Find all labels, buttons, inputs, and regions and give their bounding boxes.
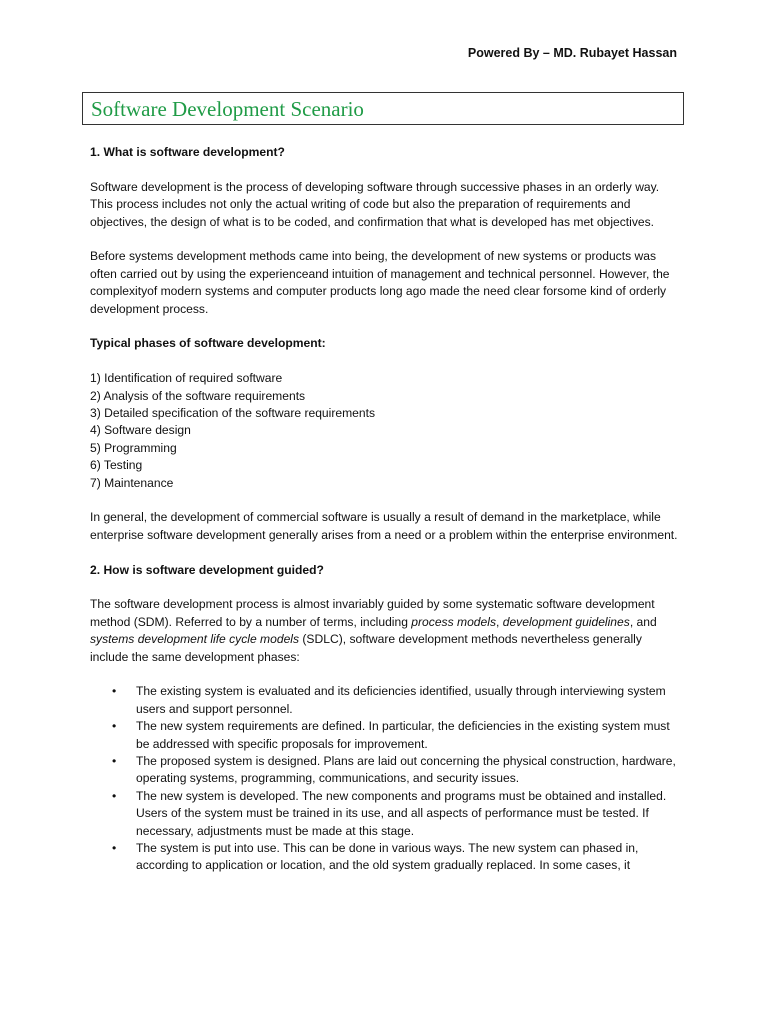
phases-list xyxy=(90,370,680,492)
phase-item: 6) Testing xyxy=(90,458,143,473)
bullet-icon: • xyxy=(112,684,117,699)
phase-item: 4) Software design xyxy=(90,423,191,438)
sdm-text-b: (SDLC), software development methods nevertheless generally include the same development phases: xyxy=(90,632,642,664)
bullet-icon: • xyxy=(112,753,117,768)
phase-item: 2) Analysis of the software requirements xyxy=(90,388,306,403)
paragraph-history: Before systems development methods came into being, the development of new systems or products was often carried out by using the experienceand intuition of management and technical personnel. However, the complexityof modern systems and computer products long ago made the need clear forsome kind of orderly development process. xyxy=(90,249,670,316)
paragraph-definition: Software development is the process of developing software through successive phases in an orderly way. This process includes not only the actual writing of code but also the preparation of requirements and objectives, the design of what is to be coded, and confirmation that what is developed has met objectives. xyxy=(90,179,660,229)
document-body xyxy=(90,144,680,875)
bullet-text: The proposed system is designed. Plans are laid out concerning the physical construction, hardware, operating systems, programming, communications, and security issues. xyxy=(136,753,676,786)
bullet-text: The new system requirements are defined. In particular, the deficiencies in the existing system must be addressed with specific proposals for improvement. xyxy=(136,719,670,751)
sdm-sep-2: , and xyxy=(629,614,657,629)
term-development-guidelines: development guidelines xyxy=(502,614,630,629)
phase-item: 1) Identification of required software xyxy=(90,371,283,386)
bullet-icon: • xyxy=(112,788,117,803)
bullet-text: The existing system is evaluated and its deficiencies identified, usually through interviewing system users and support personnel. xyxy=(136,684,666,716)
section-heading-q1: 1. What is software development? xyxy=(90,145,285,159)
phases-bullet-list xyxy=(90,683,680,874)
paragraph-sdm xyxy=(90,596,680,666)
powered-by-credit: Powered By – MD. Rubayet Hassan xyxy=(467,46,677,60)
bullet-item xyxy=(90,788,680,840)
phase-item: 7) Maintenance xyxy=(90,475,174,490)
paragraph-commercial: In general, the development of commercial software is usually a result of demand in the marketplace, while enterprise software development generally arises from a need or a problem within the enterprise environment. xyxy=(90,510,678,542)
sdm-text-a: The software development process is almost invariably guided by some systematic software development method (SDM). Referred to by a number of terms, including xyxy=(90,597,655,629)
phase-item: 5) Programming xyxy=(90,440,177,455)
bullet-item xyxy=(90,753,680,788)
title-box xyxy=(82,92,684,125)
bullet-text: The system is put into use. This can be done in various ways. The new system can phased in, according to application or location, and the old system gradually replaced. In some cases, it xyxy=(136,841,639,873)
bullet-item xyxy=(90,840,680,875)
section-heading-q2: 2. How is software development guided? xyxy=(90,562,324,577)
term-process-models: process models xyxy=(411,614,496,629)
bullet-text: The new system is developed. The new components and programs must be obtained and installed. Users of the system must be trained in its use, and all aspects of performance must be tested. If necessary, adjustments must be made at this stage. xyxy=(136,788,667,838)
phase-item: 3) Detailed specification of the software requirements xyxy=(90,406,376,420)
bullet-item xyxy=(90,683,680,718)
page-title: Software Development Scenario xyxy=(91,97,364,121)
phases-heading: Typical phases of software development: xyxy=(90,336,326,351)
sdm-sep-1: , xyxy=(496,614,503,629)
bullet-icon: • xyxy=(112,719,117,734)
term-sdlc-models: systems development life cycle models xyxy=(90,632,300,647)
bullet-item xyxy=(90,718,680,753)
bullet-icon: • xyxy=(112,841,117,856)
